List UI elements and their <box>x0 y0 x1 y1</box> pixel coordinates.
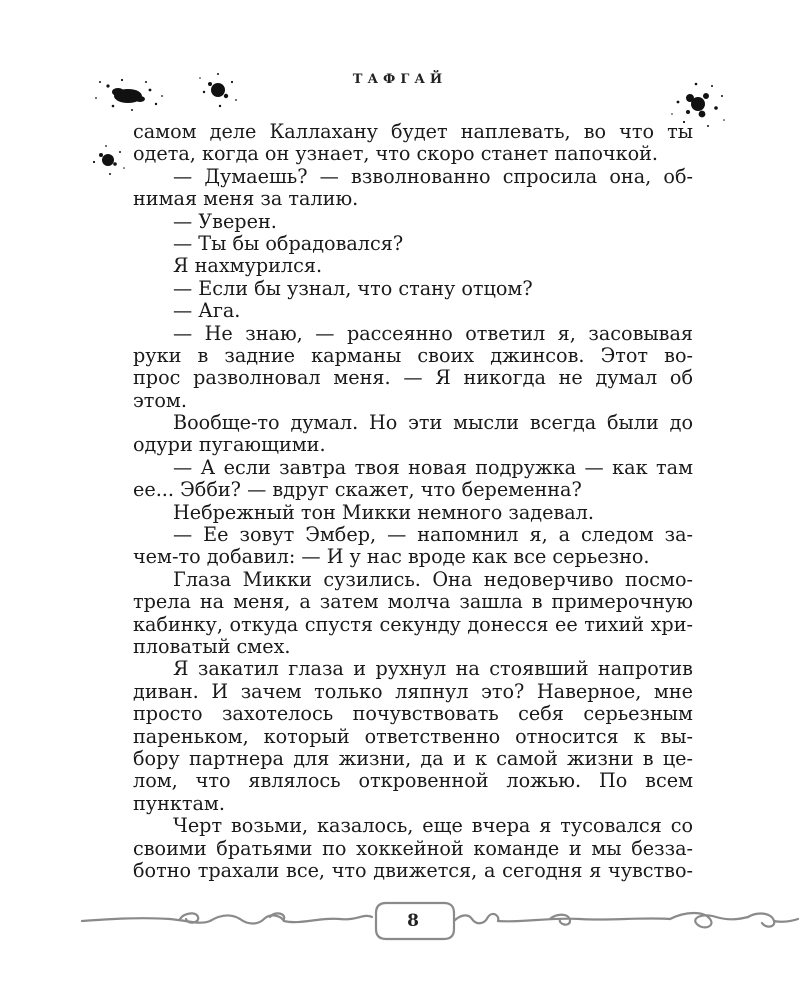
text-line: просто захотелось почувствовать себя серьезным <box>133 702 693 726</box>
chapter-text <box>133 121 693 882</box>
text-line: нимая меня за талию. <box>133 187 359 211</box>
text-line: — Уверен. <box>173 209 277 233</box>
text-line: Я закатил глаза и рухнул на стоявший напротив <box>173 657 693 681</box>
ink-splatter-icon <box>88 72 168 116</box>
text-line: пловатый смех. <box>133 634 291 658</box>
text-line: ботно трахали все, что движется, а сегодня я чувство- <box>133 858 693 882</box>
text-line: — А если завтра твоя новая подружка — как там <box>173 455 693 479</box>
text-line: Черт возьми, казалось, еще вчера я тусовался со <box>173 814 693 838</box>
text-line: ее... Эбби? — вдруг скажет, что беременна? <box>133 478 582 502</box>
text-line: кабинку, откуда спустя секунду донесся ее тихий хри- <box>133 612 693 636</box>
text-line: одури пугающими. <box>133 433 326 457</box>
text-line: — Не знаю, — рассеянно ответил я, засовывая <box>173 321 693 345</box>
text-line: трела на меня, а затем молча зашла в примерочную <box>133 590 693 614</box>
text-line: прос разволновал меня. — Я никогда не думал об <box>133 366 693 390</box>
ink-splatter-icon <box>196 70 240 110</box>
ink-splatter-icon <box>88 142 128 178</box>
text-line: бору партнера для жизни, да и к самой жизни в це- <box>133 746 693 770</box>
text-line: своими братьями по хоккейной команде и мы безза- <box>133 836 693 860</box>
text-line: одета, когда он узнает, что скоро станет папочкой. <box>133 142 659 166</box>
text-line: Глаза Микки сузились. Она недоверчиво посмо- <box>173 567 693 591</box>
text-line: — Ты бы обрадовался? <box>173 231 404 255</box>
text-line: Небрежный тон Микки немного задевал. <box>173 500 594 524</box>
text-line: Я нахмурился. <box>173 254 323 278</box>
text-line: — Думаешь? — взволнованно спросила она, об- <box>173 164 693 188</box>
text-line: — Ее зовут Эмбер, — напомнил я, а следом за- <box>173 523 693 547</box>
text-line: этом. <box>133 388 187 412</box>
text-line: пунктам. <box>133 791 225 815</box>
text-line: чем-то добавил: — И у нас вроде как все серьезно. <box>133 545 650 569</box>
text-line: — Ага. <box>173 299 241 323</box>
text-line: самом деле Каллахану будет наплевать, во что ты <box>133 120 693 143</box>
text-line: лом, что являлось откровенной ложью. По всем <box>133 769 693 793</box>
text-line: диван. И зачем только ляпнул это? Наверное, мне <box>133 679 693 703</box>
page-number: 8 <box>407 911 419 931</box>
text-line: — Если бы узнал, что стану отцом? <box>173 276 533 300</box>
text-line: Вообще-то думал. Но эти мысли всегда были до <box>173 411 693 435</box>
text-line: пареньком, который ответственно относится к вы- <box>133 724 693 748</box>
text-line: руки в задние карманы своих джинсов. Этот во- <box>133 343 693 367</box>
running-head: ТАФГАЙ <box>352 72 448 87</box>
